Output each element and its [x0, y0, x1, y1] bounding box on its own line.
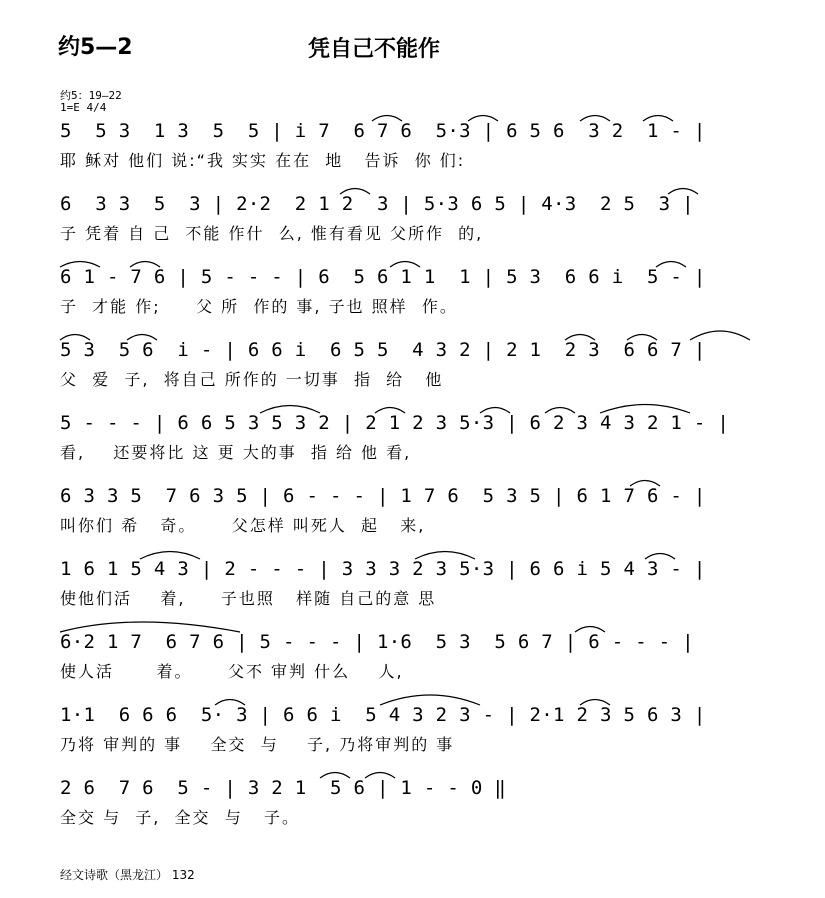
slur-mark [365, 773, 395, 779]
slur-mark [565, 335, 595, 341]
slur-mark [580, 700, 610, 706]
slur-mark [690, 331, 750, 340]
notes-line-9: 1·1 6 6 6 5· 3 | 6 6 i 5 4 3 2 3 - | 2·1 2 3 5 6 3 | [60, 704, 706, 726]
notes-line-4: 5 3 5 6 i - | 6 6 i 6 5 5 4 3 2 | 2 1 2 3 6 6 7 | [60, 339, 706, 361]
slur-mark [375, 408, 405, 414]
notes-line-10: 2 6 7 6 5 - | 3 2 1 5 6 | 1 - - 0 ‖ [60, 777, 507, 799]
slur-mark [630, 481, 660, 487]
key-signature: 1=E 4/4 [60, 101, 107, 114]
slur-mark [390, 262, 420, 268]
slur-mark [372, 116, 402, 122]
lyrics-line-3: 子 才能 作; 父 所 作的 事, 子也 照样 作。 [60, 297, 458, 316]
slur-mark [60, 335, 90, 341]
slur-mark [480, 408, 510, 414]
lyrics-line-2: 子 凭着 自 己 不能 作什 么, 惟有看见 父所作 的, [60, 224, 484, 243]
slur-mark [468, 116, 498, 122]
notes-line-6: 6 3 3 5 7 6 3 5 | 6 - - - | 1 7 6 5 3 5 | 6 1 7 6 - | [60, 485, 706, 507]
scripture-reference: 约5：19—22 [60, 89, 122, 102]
notes-line-8: 6·2 1 7 6 7 6 | 5 - - - | 1·6 5 3 5 6 7 | 6 - - - | [60, 631, 694, 653]
slur-mark [140, 552, 200, 560]
slur-mark [627, 335, 657, 341]
lyrics-line-6: 叫你们 希 奇。 父怎样 叫死人 起 来, [60, 516, 426, 535]
slur-mark [545, 408, 575, 414]
slur-mark [645, 554, 675, 560]
lyrics-line-1: 耶 稣对 他们 说:“我 实实 在在 地 告诉 你 们: [60, 151, 466, 170]
slur-mark [127, 335, 157, 341]
lyrics-line-8: 使人活 着。 父不 审判 什么 人, [60, 662, 404, 681]
slur-mark [643, 116, 673, 122]
source-footer: 经文诗歌（黑龙江） 132 [60, 868, 195, 882]
slur-mark [656, 262, 686, 268]
slur-mark [600, 405, 690, 414]
slur-mark [215, 700, 245, 706]
notes-line-5: 5 - - - | 6 6 5 3 5 3 2 | 2 1 2 3 5·3 | 6 2 3 4 3 2 1 - | [60, 412, 730, 434]
lyrics-line-4: 父 爱 子, 将自己 所作的 一切事 指 给 他 [60, 370, 444, 389]
lyrics-line-7: 使他们活 着, 子也照 样随 自己的意 思 [60, 589, 437, 608]
slur-mark [260, 406, 320, 414]
slur-mark [320, 773, 350, 779]
slur-mark [60, 262, 100, 268]
slur-mark [668, 189, 698, 195]
slur-mark [130, 262, 160, 268]
song-title: 凭自己不能作 [308, 37, 441, 62]
slur-mark [415, 552, 475, 560]
slur-mark [380, 695, 480, 705]
slur-mark [575, 627, 605, 633]
lyrics-line-9: 乃将 审判的 事 全交 与 子, 乃将审判的 事 [60, 735, 455, 754]
slur-mark [340, 189, 370, 195]
notes-line-2: 6 3 3 5 3 | 2·2 2 1 2 3 | 5·3 6 5 | 4·3 2 5 3 | [60, 193, 694, 215]
reference-title: 约5—2 [58, 35, 133, 60]
lyrics-line-10: 全交 与 子, 全交 与 子。 [60, 808, 300, 827]
lyrics-line-5: 看, 还要将比 这 更 大的事 指 给 他 看, [60, 443, 412, 462]
slur-mark [60, 622, 240, 632]
slur-mark [580, 116, 610, 122]
notes-line-7: 1 6 1 5 4 3 | 2 - - - | 3 3 3 2 3 5·3 | 6 6 i 5 4 3 - | [60, 558, 706, 580]
notes-line-1: 5 5 3 1 3 5 5 | i 7 6 7 6 5·3 | 6 5 6 3 2 1 - | [60, 120, 706, 142]
notes-line-3: 6 1 - 7 6 | 5 - - - | 6 5 6 1 1 1 | 5 3 6 6 i 5 - | [60, 266, 706, 288]
